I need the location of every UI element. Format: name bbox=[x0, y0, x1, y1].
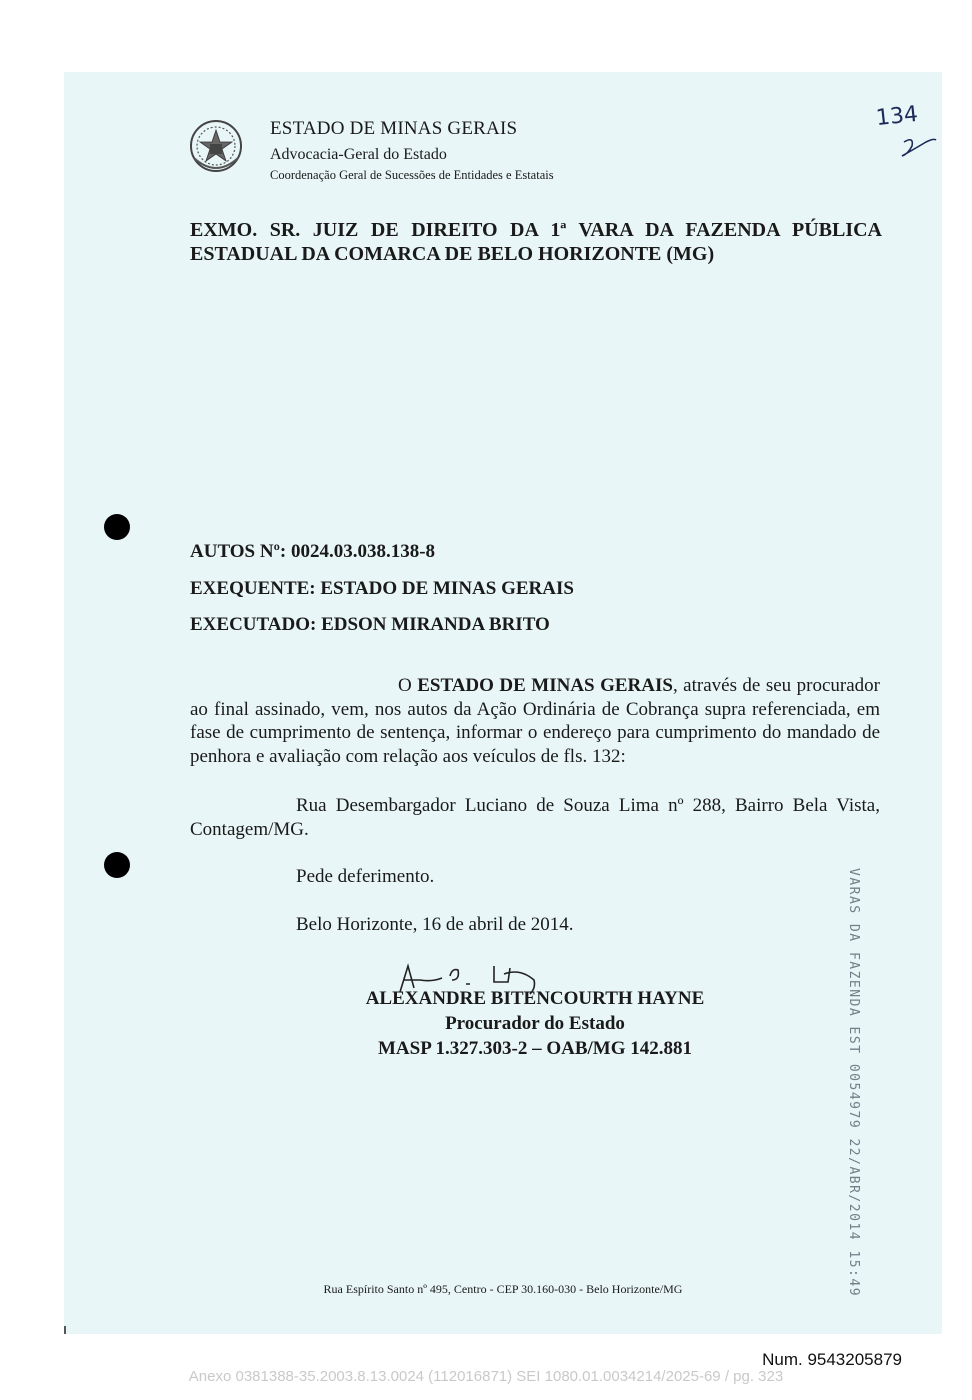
state-coat-of-arms-icon bbox=[188, 118, 244, 178]
annex-reference: Anexo 0381388-35.2003.8.13.0024 (112016871) SEI 1080.01.0034214/2025-69 / pg. 323 bbox=[188, 1368, 784, 1385]
place-date: Belo Horizonte, 16 de abril de 2014. bbox=[296, 914, 574, 935]
handwritten-initial-mark bbox=[896, 132, 940, 160]
header-division: Coordenação Geral de Sucessões de Entidades e Estatais bbox=[270, 168, 554, 182]
signer-name: ALEXANDRE BITENCOURTH HAYNE bbox=[365, 988, 705, 1009]
p1-rest: , através de seu procurador ao final assinado, vem, nos autos da Ação Ordinária de Cobrança supra referenciada, em fase de cumprimento de sentença, informar o endereço para cumprimento do mandado de penhora e avaliação com relação aos veículos de fls. 132: bbox=[190, 675, 880, 767]
header-state: ESTADO DE MINAS GERAIS bbox=[270, 118, 518, 139]
signer-title: Procurador do Estado bbox=[445, 1013, 625, 1034]
case-exequente: EXEQUENTE: ESTADO DE MINAS GERAIS bbox=[190, 578, 574, 599]
scan-edge-mark bbox=[64, 1326, 66, 1334]
protocol-stamp: VARAS DA FAZENDA EST 0054979 22/ABR/2014 15:49 bbox=[846, 868, 861, 1298]
punch-hole-top bbox=[104, 514, 130, 540]
body-paragraph-address bbox=[190, 794, 880, 841]
header-agency: Advocacia-Geral do Estado bbox=[270, 146, 447, 163]
p1-bold-party: ESTADO DE MINAS GERAIS bbox=[417, 675, 673, 696]
case-executado: EXECUTADO: EDSON MIRANDA BRITO bbox=[190, 614, 550, 635]
handwritten-page-number: 134 bbox=[874, 101, 920, 132]
punch-hole-bottom bbox=[104, 852, 130, 878]
case-number: AUTOS Nº: 0024.03.038.138-8 bbox=[190, 541, 436, 562]
addressee: EXMO. SR. JUIZ DE DIREITO DA 1ª VARA DA FAZENDA PÚBLICA ESTADUAL DA COMARCA DE BELO HORIZONTE (MG) bbox=[190, 219, 882, 265]
document-number: Num. 9543205879 bbox=[762, 1350, 902, 1369]
p1-lead: O bbox=[398, 675, 418, 696]
request-line: Pede deferimento. bbox=[296, 866, 435, 887]
body-paragraph-1 bbox=[190, 674, 880, 768]
p2-address: Rua Desembargador Luciano de Souza Lima nº 288, Bairro Bela Vista, Contagem/MG. bbox=[190, 795, 880, 840]
footer-address: Rua Espírito Santo nº 495, Centro - CEP 30.160-030 - Belo Horizonte/MG bbox=[323, 1282, 683, 1296]
signer-registration: MASP 1.327.303-2 – OAB/MG 142.881 bbox=[377, 1038, 693, 1059]
